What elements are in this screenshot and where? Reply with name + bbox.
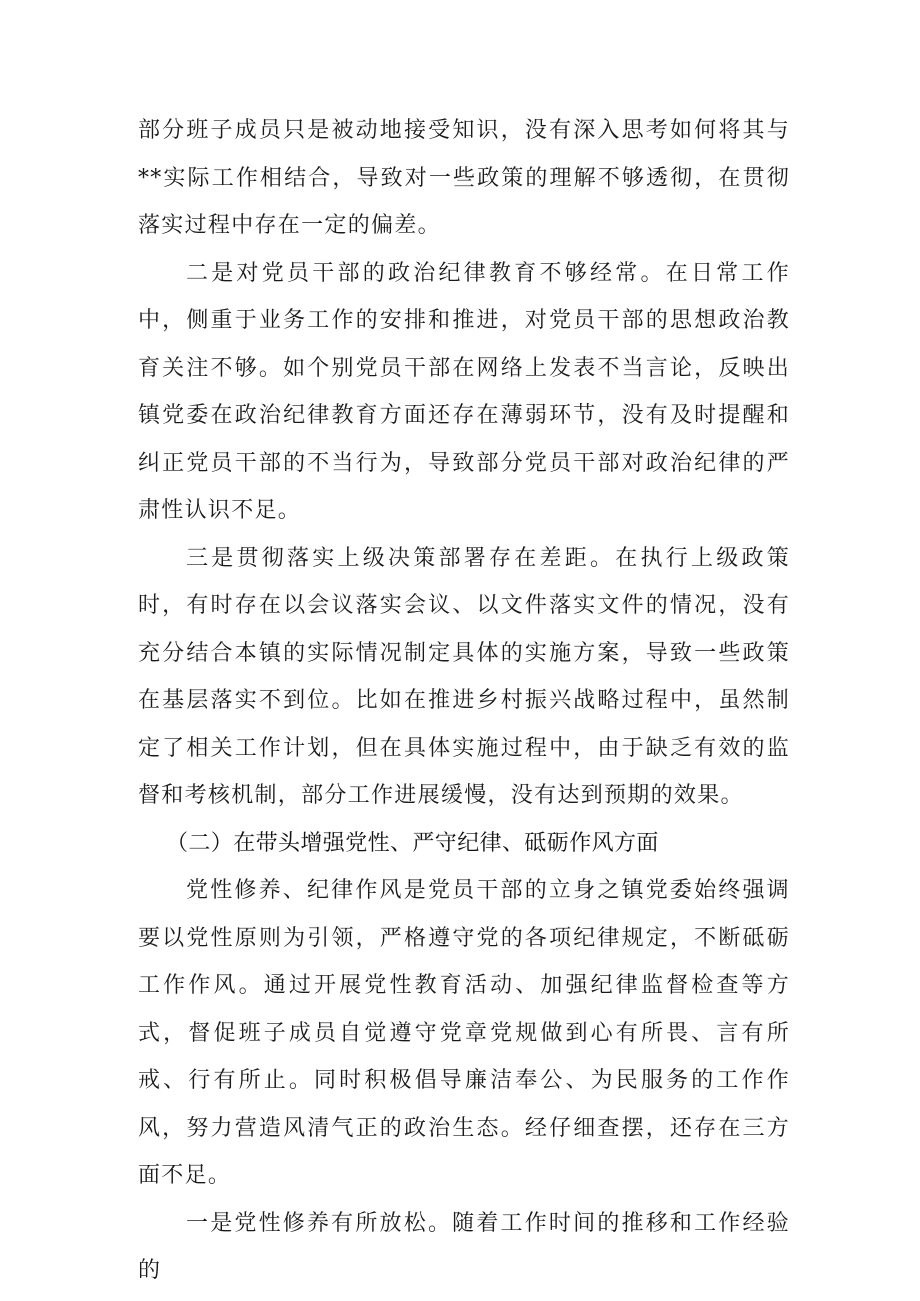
section-heading: （二）在带头增强党性、严守纪律、砥砺作风方面 (166, 830, 659, 856)
paragraph-2: 二是对党员干部的政治纪律教育不够经常。在日常工作中，侧重于业务工作的安排和推进，对党员干部的思想政治教育关注不够。如个别党员干部在网络上发表不当言论，反映出镇党委在政治纪律教育方面还存在薄弱环节，没有及时提醒和纠正党员干部的不当行为，导致部分党员干部对政治纪律的严肃性认识不足。 (138, 260, 790, 523)
paragraph-5: 一是党性修养有所放松。随着工作时间的推移和工作经验的 (138, 1210, 790, 1283)
paragraph-4: 党性修养、纪律作风是党员干部的立身之镇党委始终强调要以党性原则为引领，严格遵守党的各项纪律规定，不断砥砺工作作风。通过开展党性教育活动、加强纪律监督检查等方式，督促班子成员自觉遵守党章党规做到心有所畏、言有所戒、行有所止。同时积极倡导廉洁奉公、为民服务的工作作风，努力营造风清气正的政治生态。经仔细查摆，还存在三方面不足。 (138, 878, 790, 1188)
paragraph-1: 部分班子成员只是被动地接受知识，没有深入思考如何将其与**实际工作相结合，导致对一些政策的理解不够透彻，在贯彻落实过程中存在一定的偏差。 (138, 118, 790, 238)
document-body (138, 107, 790, 1295)
paragraph-3: 三是贯彻落实上级决策部署存在差距。在执行上级政策时，有时存在以会议落实会议、以文件落实文件的情况，没有充分结合本镇的实际情况制定具体的实施方案，导致一些政策在基层落实不到位。比如在推进乡村振兴战略过程中，虽然制定了相关工作计划，但在具体实施过程中，由于缺乏有效的监督和考核机制，部分工作进展缓慢，没有达到预期的效果。 (138, 545, 790, 808)
